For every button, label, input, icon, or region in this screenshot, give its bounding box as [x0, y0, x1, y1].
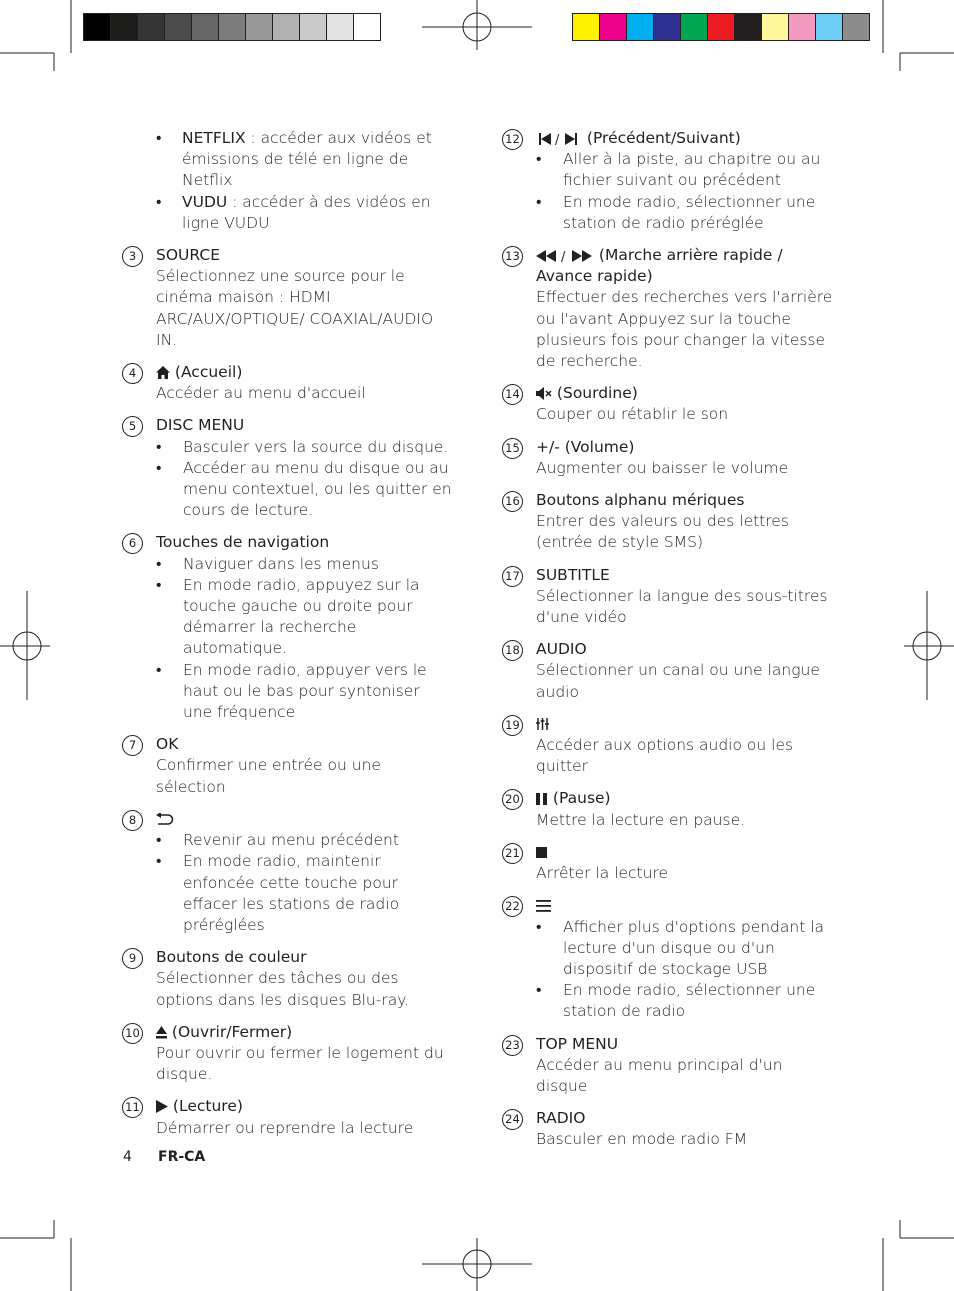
entry-title: [536, 788, 837, 809]
callout-number: 7: [122, 735, 143, 756]
button-entry: [502, 714, 837, 778]
entry-description: Couper ou rétablir le son: [536, 405, 729, 424]
entry-bullets: [156, 554, 452, 724]
entry-title-text: Touches de navigation: [156, 533, 330, 552]
entry-description: Entrer des valeurs ou des lettres (entrée de style SMS): [536, 512, 789, 552]
entry-bullet: • Afficher plus d'options pendant la lecture d'un disque ou d'un dispositif de stockage USB: [536, 917, 837, 981]
color-swatch: [816, 14, 843, 40]
stop-icon: [536, 847, 547, 858]
color-swatch: [84, 14, 111, 40]
entry-bullets: [156, 437, 452, 522]
callout-number: 9: [122, 948, 143, 969]
callout-number: 16: [502, 491, 523, 512]
callout-number: 14: [502, 384, 523, 405]
entry-title-text: AUDIO: [536, 640, 587, 659]
entry-title: [156, 1096, 452, 1117]
callout-number: 5: [122, 416, 143, 437]
entry-title-text: (Pause): [548, 789, 611, 808]
button-entry: [502, 842, 837, 884]
color-swatch: [111, 14, 138, 40]
color-swatch: [300, 14, 327, 40]
entry-title: [536, 842, 837, 863]
button-entry: [122, 1022, 452, 1086]
entry-description: Démarrer ou reprendre la lecture: [156, 1118, 414, 1137]
button-entry: [122, 415, 452, 521]
entry-title-text: +/- (Volume): [536, 437, 635, 456]
color-swatch: [273, 14, 300, 40]
callout-number: 6: [122, 533, 143, 554]
entry-description: Accéder au menu d'accueil: [156, 384, 366, 403]
entry-bullet: • En mode radio, sélectionner une station de radio: [536, 980, 837, 1022]
entry-description: Sélectionner la langue des sous-titres d'une vidéo: [536, 586, 828, 627]
color-swatch: [246, 14, 273, 40]
entry-title: [536, 895, 837, 916]
svg-text:/: /: [555, 132, 560, 145]
color-swatch: [219, 14, 246, 40]
entry-title-text: (Sourdine): [552, 384, 638, 403]
entry-title: [156, 1022, 452, 1043]
button-entry: [122, 1096, 452, 1138]
entry-title: [536, 128, 837, 149]
entry-bullet: • En mode radio, sélectionner une station de radio préréglée: [536, 192, 837, 234]
entry-title-text: (Lecture): [168, 1097, 243, 1116]
button-entry: [502, 490, 837, 554]
entry-description: Arrêter la lecture: [536, 864, 669, 883]
button-entry: [122, 947, 452, 1011]
callout-number: 21: [502, 843, 523, 864]
entry-title-text: RADIO: [536, 1109, 586, 1128]
eject-icon: [156, 1026, 167, 1039]
color-swatch: [654, 14, 681, 40]
entry-title: [536, 639, 837, 660]
entry-description: Pour ouvrir ou fermer le logement du disque.: [156, 1043, 444, 1084]
color-swatch: [735, 14, 762, 40]
entry-title-text: (Ouvrir/Fermer): [167, 1022, 293, 1041]
entry-title-text: TOP MENU: [536, 1034, 619, 1053]
entry-title: [536, 437, 837, 458]
back-arrow-icon: [156, 813, 174, 826]
color-swatch: [627, 14, 654, 40]
entry-bullets: [536, 149, 837, 234]
entry-title: [536, 245, 837, 287]
service-description: : accéder aux vidéos et émissions de télé en ligne de Netflix: [182, 129, 432, 190]
entry-title: [156, 532, 452, 553]
button-entry: [122, 245, 452, 351]
entry-title-text: DISC MENU: [156, 416, 245, 435]
color-swatch: [327, 14, 354, 40]
entry-description: Augmenter ou baisser le volume: [536, 458, 789, 477]
svg-text:/: /: [561, 249, 566, 262]
left-entries: [122, 245, 452, 1139]
button-entry: [502, 245, 837, 372]
entry-description: Sélectionner un canal ou une langue audio: [536, 661, 820, 701]
entry-description: Basculer en mode radio FM: [536, 1130, 748, 1149]
button-entry: [122, 532, 452, 723]
callout-number: 13: [502, 246, 523, 267]
options-icon: [536, 900, 551, 912]
color-swatch: [138, 14, 165, 40]
entry-bullet: • En mode radio, maintenir enfoncée cette touche pour effacer les stations de radio préréglées: [156, 851, 452, 936]
button-entry: [502, 128, 837, 234]
callout-number: 4: [122, 363, 143, 384]
callout-number: 12: [502, 129, 523, 150]
callout-number: 10: [122, 1023, 143, 1044]
color-swatch: [708, 14, 735, 40]
entry-bullet: • En mode radio, appuyer vers le haut ou le bas pour syntoniser une fréquence: [156, 660, 452, 724]
entry-title: [536, 490, 837, 511]
button-entry: [502, 788, 837, 830]
callout-number: 8: [122, 810, 143, 831]
button-entry: [502, 639, 837, 703]
button-entry: [502, 383, 837, 425]
entry-title-text: SOURCE: [156, 246, 220, 265]
right-entries: [502, 128, 837, 1151]
streaming-services-list: [122, 128, 452, 234]
entry-title: [156, 809, 452, 830]
entry-title: [156, 947, 452, 968]
color-swatch: [573, 14, 600, 40]
callout-number: 11: [122, 1097, 143, 1118]
entry-description: Accéder aux options audio ou les quitter: [536, 736, 794, 776]
button-entry: [502, 1108, 837, 1150]
entry-title: [156, 734, 452, 755]
right-column: [502, 128, 837, 1151]
entry-title-text: Boutons de couleur: [156, 948, 307, 967]
play-icon: [156, 1100, 168, 1113]
color-swatch: [192, 14, 219, 40]
callout-number: 18: [502, 640, 523, 661]
callout-number: 20: [502, 789, 523, 810]
color-calibration-bar: [572, 13, 870, 41]
pause-icon: [536, 793, 548, 805]
rewind-forward-icon: [536, 250, 594, 262]
home-icon: [156, 366, 170, 379]
entry-title-text: (Précédent/Suivant): [582, 129, 741, 147]
callout-number: 15: [502, 438, 523, 459]
entry-title-text: (Marche arrière rapide / Avance rapide): [536, 246, 783, 286]
service-description: : accéder à des vidéos en ligne VUDU: [182, 192, 431, 232]
entry-title: [536, 1108, 837, 1129]
color-swatch: [762, 14, 789, 40]
callout-number: 24: [502, 1109, 523, 1130]
color-swatch: [789, 14, 816, 40]
service-bullet: [122, 192, 452, 234]
color-swatch: [681, 14, 708, 40]
button-entry: [122, 809, 452, 936]
color-swatch: [165, 14, 192, 40]
entry-title: [536, 714, 837, 735]
entry-bullets: [536, 917, 837, 1023]
page-locale: FR-CA: [158, 1149, 206, 1165]
entry-description: Accéder au menu principal d'un disque: [536, 1055, 783, 1095]
button-entry: [122, 362, 452, 404]
entry-bullet: • Basculer vers la source du disque.: [156, 437, 452, 458]
color-swatch: [843, 14, 869, 40]
callout-number: 17: [502, 566, 523, 587]
color-swatch: [354, 14, 380, 40]
left-column: [122, 128, 452, 1139]
entry-description: Mettre la lecture en pause.: [536, 810, 746, 829]
entry-title-text: Boutons alphanu mériques: [536, 491, 745, 510]
entry-bullet: • Revenir au menu précédent: [156, 830, 452, 851]
entry-description: Sélectionner des tâches ou des options dans les disques Blu-ray.: [156, 969, 410, 1009]
callout-number: 23: [502, 1035, 523, 1056]
mute-icon: [536, 387, 552, 400]
entry-bullet: • Accéder au menu du disque ou au menu contextuel, ou les quitter en cours de lecture.: [156, 458, 452, 522]
entry-bullet: • Naviguer dans les menus: [156, 554, 452, 575]
button-entry: [502, 565, 837, 629]
entry-description: Confirmer une entrée ou une sélection: [156, 756, 381, 796]
entry-title-text: SUBTITLE: [536, 565, 610, 584]
service-name: VUDU: [182, 192, 228, 211]
entry-bullet: • Aller à la piste, au chapitre ou au fichier suivant ou précédent: [536, 149, 837, 191]
entry-bullets: [156, 830, 452, 936]
sound-settings-icon: [536, 718, 549, 730]
entry-title: [156, 362, 452, 383]
button-entry: [122, 734, 452, 798]
callout-number: 19: [502, 715, 523, 736]
page-number: 4: [123, 1149, 132, 1165]
entry-description: Sélectionnez une source pour le cinéma maison : HDMI ARC/AUX/OPTIQUE/ COAXIAL/AUDIO IN.: [156, 267, 434, 349]
entry-title: [536, 1034, 837, 1055]
entry-title: [536, 383, 837, 404]
prev-next-icon: [536, 133, 582, 145]
callout-number: 3: [122, 246, 143, 267]
service-name: NETFLIX: [182, 129, 246, 147]
entry-title: [536, 565, 837, 586]
button-entry: [502, 895, 837, 1022]
entry-bullet: • En mode radio, appuyez sur la touche gauche ou droite pour démarrer la recherche automatique.: [156, 575, 452, 660]
entry-title: [156, 245, 452, 266]
color-swatch: [600, 14, 627, 40]
entry-title-text: OK: [156, 735, 179, 754]
service-bullet: [122, 128, 452, 192]
entry-title: [156, 415, 452, 436]
grayscale-calibration-bar: [83, 13, 381, 41]
button-entry: [502, 1034, 837, 1098]
entry-description: Effectuer des recherches vers l'arrière ou l'avant Appuyez sur la touche plusieurs fois pour changer la vitesse de recherche.: [536, 288, 833, 371]
callout-number: 22: [502, 896, 523, 917]
entry-title-text: (Accueil): [170, 363, 243, 382]
button-entry: [502, 437, 837, 479]
